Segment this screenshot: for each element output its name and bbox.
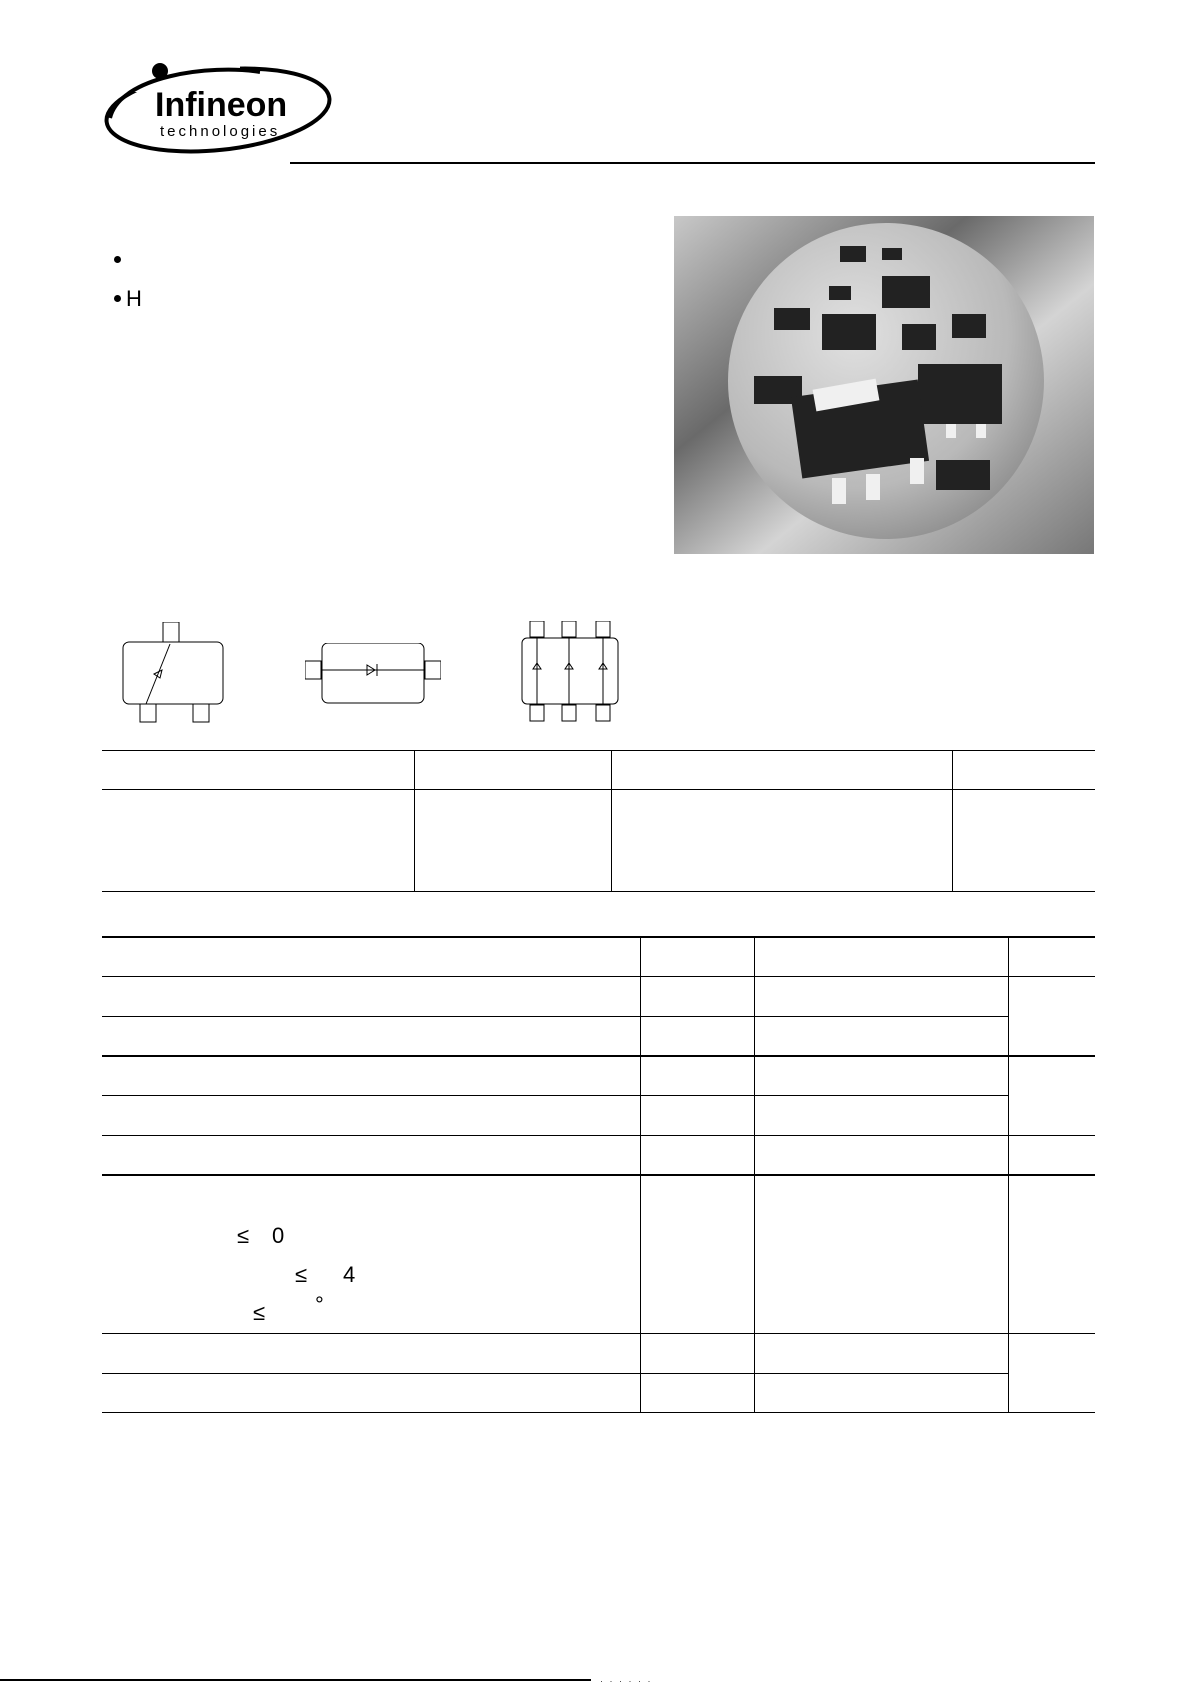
table2-bottom-rule — [102, 1412, 1095, 1413]
header-rule — [290, 162, 1095, 164]
logo-swoosh-icon — [100, 58, 340, 168]
pin-diagram-sot363 — [520, 621, 622, 723]
bullet-icon — [114, 256, 121, 263]
degree-symbol: ° — [315, 1292, 324, 1317]
footer-marks: · · · · · · — [600, 1676, 653, 1686]
leq-symbol-3: ≤ — [253, 1300, 266, 1325]
feature-bullet-1 — [114, 247, 126, 273]
condition-value-2: 4 — [343, 1262, 356, 1287]
table2-col-divider — [1008, 936, 1009, 1413]
pin-diagram-sod — [305, 643, 441, 705]
table2-col-divider — [754, 936, 755, 1413]
leq-symbol-1: ≤ — [237, 1223, 250, 1248]
table2-col-divider — [640, 936, 641, 1413]
condition-value-1: 0 — [272, 1223, 285, 1248]
table2-row-rule — [102, 1095, 1008, 1096]
table2-row-rule — [102, 1016, 1008, 1017]
product-photo — [674, 216, 1094, 554]
table1-bottom-rule — [102, 891, 1095, 892]
feature-bullet-2: H — [114, 286, 142, 312]
infineon-logo — [100, 58, 340, 168]
table2-row-rule — [102, 1135, 1095, 1136]
bullet-icon — [114, 295, 121, 302]
table2-row-rule — [102, 976, 1095, 977]
table2-row-rule — [102, 1055, 1095, 1057]
pin-diagram-sot23 — [118, 622, 228, 724]
table2-row-rule — [102, 1373, 1008, 1374]
table1-col-divider — [952, 750, 953, 892]
leq-symbol-2: ≤ — [295, 1262, 308, 1287]
table2-row-rule — [102, 1174, 1095, 1176]
table2-top-rule — [102, 936, 1095, 938]
logo-sub-text: technologies — [160, 123, 281, 140]
table1-col-divider — [414, 750, 415, 892]
table2-row-rule — [102, 1333, 1095, 1334]
logo-brand-text: Infineon — [155, 86, 288, 124]
table1-header-rule — [102, 789, 1095, 790]
footer-rule — [0, 1679, 591, 1681]
table1-top-rule — [102, 750, 1095, 751]
table1-col-divider — [611, 750, 612, 892]
